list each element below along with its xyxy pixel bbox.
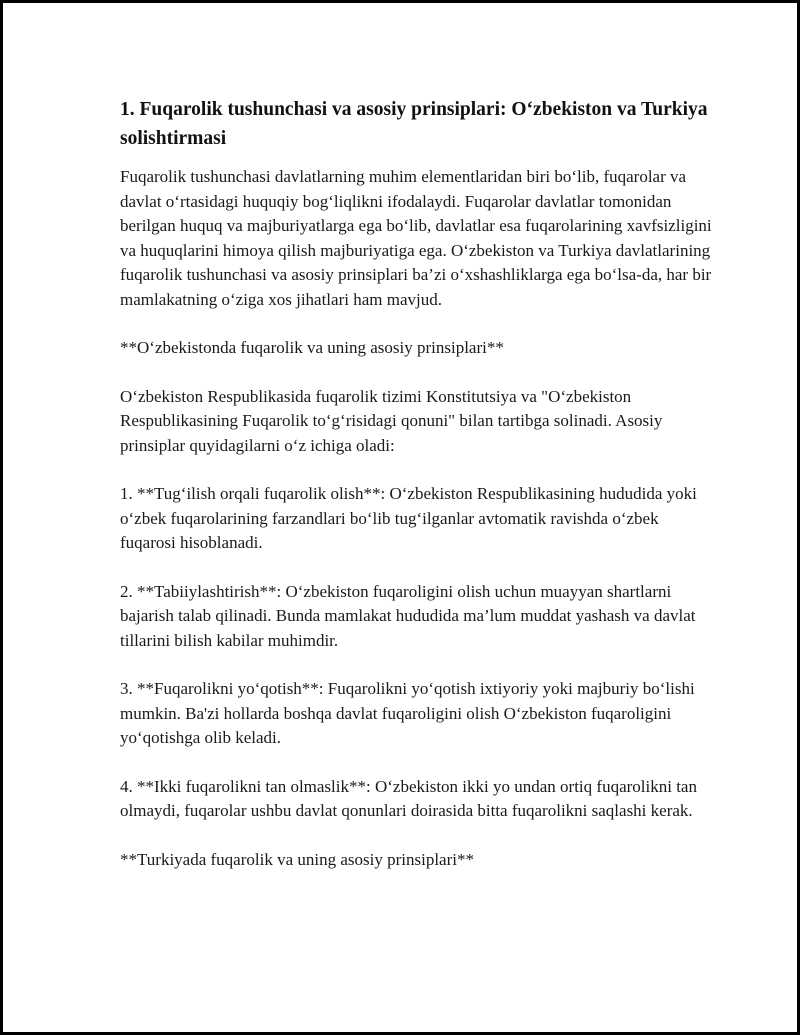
legal-basis-paragraph: O‘zbekiston Respublikasida fuqarolik tizimi Konstitutsiya va "O‘zbekiston Respublikasining Fuqarolik to‘g‘risidagi qonuni" bilan tartibga solinadi. Asosiy prinsiplar quyidagilarni o‘z ichiga oladi: xyxy=(120,386,663,455)
principle-item-2: 2. **Tabiiylashtirish**: O‘zbekiston fuqaroligini olish uchun muayyan shartlarni bajarish talab qilinadi. Bunda mamlakat hududida ma’lum muddat yashash va davlat tillarini bilish kabilar muhimdir. xyxy=(120,581,696,650)
subheading-turkey: **Turkiyada fuqarolik va uning asosiy prinsiplari** xyxy=(120,849,474,869)
principle-item-3: 3. **Fuqarolikni yo‘qotish**: Fuqarolikni yo‘qotish ixtiyoriy yoki majburiy bo‘lishi mumkin. Ba'zi hollarda boshqa davlat fuqaroligini olish O‘zbekiston fuqaroligini yo‘qotishga olib keladi. xyxy=(120,679,695,747)
principle-item-1: 1. **Tug‘ilish orqali fuqarolik olish**: O‘zbekiston Respublikasining hududida yoki o‘zbek fuqarolarining farzandlari bo‘lib tug‘ilganlar avtomatik ravishda o‘zbek fuqarosi hisoblanadi. xyxy=(120,484,697,552)
intro-paragraph: Fuqarolik tushunchasi davlatlarning muhim elementlaridan biri bo‘lib, fuqarolar va davlat o‘rtasidagi huquqiy bog‘liqlikni ifodalaydi. Fuqarolar davlatlar tomonidan berilgan huquq va majburiyatlarga ega bo‘lib, davlatlar esa fuqarolarining xavfsizligini va huquqlarini himoya qilish majburiyatiga ega. O‘zbekiston va Turkiya davlatlarining fuqarolik tushunchasi va asosiy prinsiplari ba’zi o‘xshashliklarga ega bo‘lsa-da, har bir mamlakatning o‘ziga xos jihatlari ham mavjud. xyxy=(120,167,712,309)
section-heading: 1. Fuqarolik tushunchasi va asosiy prinsiplari: O‘zbekiston va Turkiya solishtirmasi xyxy=(120,99,708,149)
principle-item-4: 4. **Ikki fuqarolikni tan olmaslik**: O‘zbekiston ikki yo undan ortiq fuqarolikni tan olmaydi, fuqarolar ushbu davlat qonunlari doirasida bitta fuqarolikni saqlashi kerak. xyxy=(120,776,697,820)
subheading-uzbekistan: **O‘zbekistonda fuqarolik va uning asosiy prinsiplari** xyxy=(120,338,504,357)
